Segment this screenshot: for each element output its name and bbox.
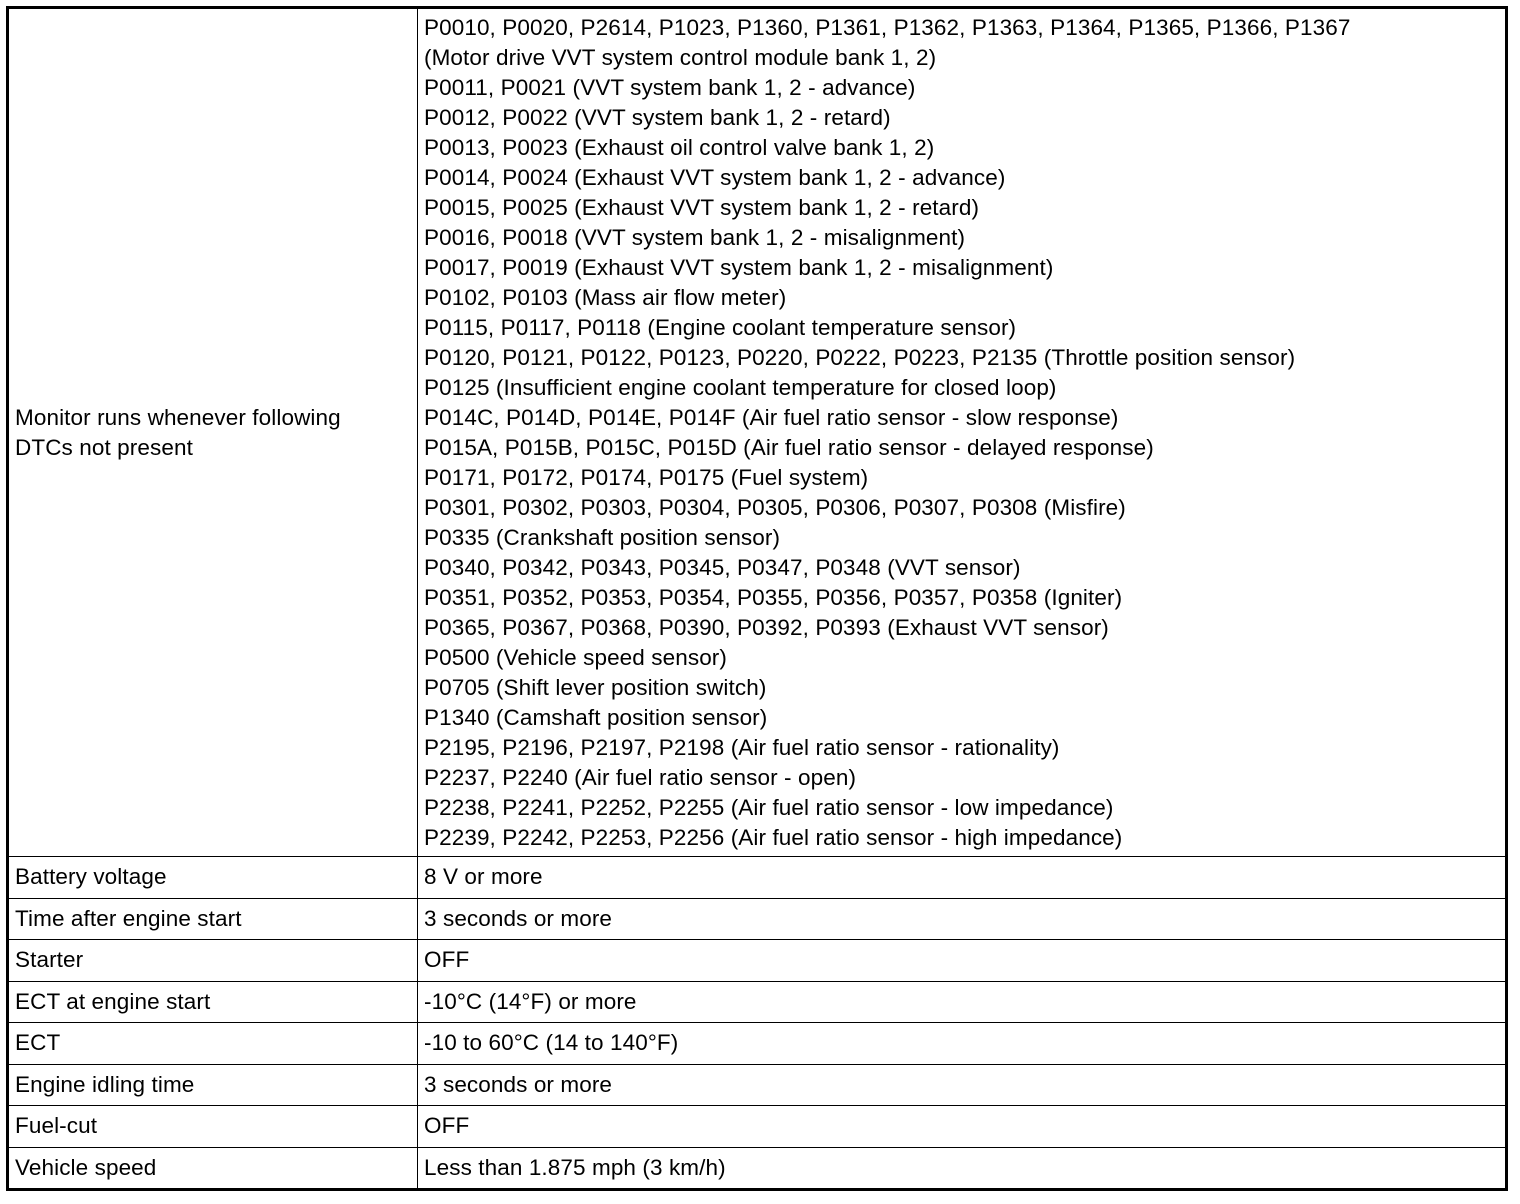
dtc-line: P0365, P0367, P0368, P0390, P0392, P0393 (Exhaust VVT sensor)	[424, 615, 1109, 640]
table-row	[8, 1023, 1507, 1065]
condition-value: 3 seconds or more	[418, 1064, 1507, 1106]
condition-label: Vehicle speed	[8, 1147, 418, 1190]
table-row	[8, 1147, 1507, 1190]
dtc-line: P0013, P0023 (Exhaust oil control valve bank 1, 2)	[424, 135, 935, 160]
dtc-line: P014C, P014D, P014E, P014F (Air fuel ratio sensor - slow response)	[424, 405, 1119, 430]
table-row	[8, 940, 1507, 982]
dtc-line: P0011, P0021 (VVT system bank 1, 2 - advance)	[424, 75, 916, 100]
dtc-line: P0015, P0025 (Exhaust VVT system bank 1, 2 - retard)	[424, 195, 980, 220]
table-row	[8, 898, 1507, 940]
dtc-line: P0016, P0018 (VVT system bank 1, 2 - misalignment)	[424, 225, 966, 250]
dtc-line: P0125 (Insufficient engine coolant temperature for closed loop)	[424, 375, 1057, 400]
dtc-line: P0351, P0352, P0353, P0354, P0355, P0356, P0357, P0358 (Igniter)	[424, 585, 1123, 610]
dtc-line: P2195, P2196, P2197, P2198 (Air fuel ratio sensor - rationality)	[424, 735, 1060, 760]
condition-value: -10°C (14°F) or more	[418, 981, 1507, 1023]
dtc-label-cell	[8, 8, 418, 857]
table-row	[8, 1106, 1507, 1148]
dtc-line: P015A, P015B, P015C, P015D (Air fuel ratio sensor - delayed response)	[424, 435, 1154, 460]
dtc-list-cell	[418, 8, 1507, 857]
condition-label: Starter	[8, 940, 418, 982]
condition-label: ECT	[8, 1023, 418, 1065]
table-row-dtc-conditions	[8, 8, 1507, 857]
conditions-table	[6, 6, 1508, 1191]
dtc-line: P0171, P0172, P0174, P0175 (Fuel system)	[424, 465, 869, 490]
dtc-line: P0705 (Shift lever position switch)	[424, 675, 767, 700]
dtc-line: P0335 (Crankshaft position sensor)	[424, 525, 781, 550]
dtc-line: P0301, P0302, P0303, P0304, P0305, P0306, P0307, P0308 (Misfire)	[424, 495, 1126, 520]
condition-label: ECT at engine start	[8, 981, 418, 1023]
condition-label: Fuel-cut	[8, 1106, 418, 1148]
condition-value: 8 V or more	[418, 857, 1507, 899]
dtc-line: P0115, P0117, P0118 (Engine coolant temperature sensor)	[424, 315, 1017, 340]
dtc-line: P0500 (Vehicle speed sensor)	[424, 645, 727, 670]
condition-label: Engine idling time	[8, 1064, 418, 1106]
condition-label: Time after engine start	[8, 898, 418, 940]
dtc-line: P2238, P2241, P2252, P2255 (Air fuel ratio sensor - low impedance)	[424, 795, 1114, 820]
dtc-line: P0012, P0022 (VVT system bank 1, 2 - retard)	[424, 105, 891, 130]
dtc-line: P0010, P0020, P2614, P1023, P1360, P1361, P1362, P1363, P1364, P1365, P1366, P1367	[424, 15, 1351, 40]
dtc-line: P0340, P0342, P0343, P0345, P0347, P0348 (VVT sensor)	[424, 555, 1021, 580]
dtc-label-line: Monitor runs whenever following	[15, 404, 341, 430]
table-row	[8, 1064, 1507, 1106]
dtc-line: P2239, P2242, P2253, P2256 (Air fuel ratio sensor - high impedance)	[424, 825, 1123, 850]
dtc-line: (Motor drive VVT system control module bank 1, 2)	[424, 45, 937, 70]
dtc-line: P0102, P0103 (Mass air flow meter)	[424, 285, 787, 310]
condition-value: -10 to 60°C (14 to 140°F)	[418, 1023, 1507, 1065]
table-row	[8, 981, 1507, 1023]
dtc-line: P0120, P0121, P0122, P0123, P0220, P0222, P0223, P2135 (Throttle position sensor)	[424, 345, 1296, 370]
condition-value: OFF	[418, 1106, 1507, 1148]
table-row	[8, 857, 1507, 899]
condition-value: OFF	[418, 940, 1507, 982]
dtc-line: P0014, P0024 (Exhaust VVT system bank 1, 2 - advance)	[424, 165, 1006, 190]
dtc-line: P1340 (Camshaft position sensor)	[424, 705, 768, 730]
condition-label: Battery voltage	[8, 857, 418, 899]
condition-value: Less than 1.875 mph (3 km/h)	[418, 1147, 1507, 1190]
dtc-line: P2237, P2240 (Air fuel ratio sensor - open)	[424, 765, 857, 790]
condition-value: 3 seconds or more	[418, 898, 1507, 940]
dtc-line: P0017, P0019 (Exhaust VVT system bank 1, 2 - misalignment)	[424, 255, 1054, 280]
dtc-label-line: DTCs not present	[15, 434, 193, 460]
